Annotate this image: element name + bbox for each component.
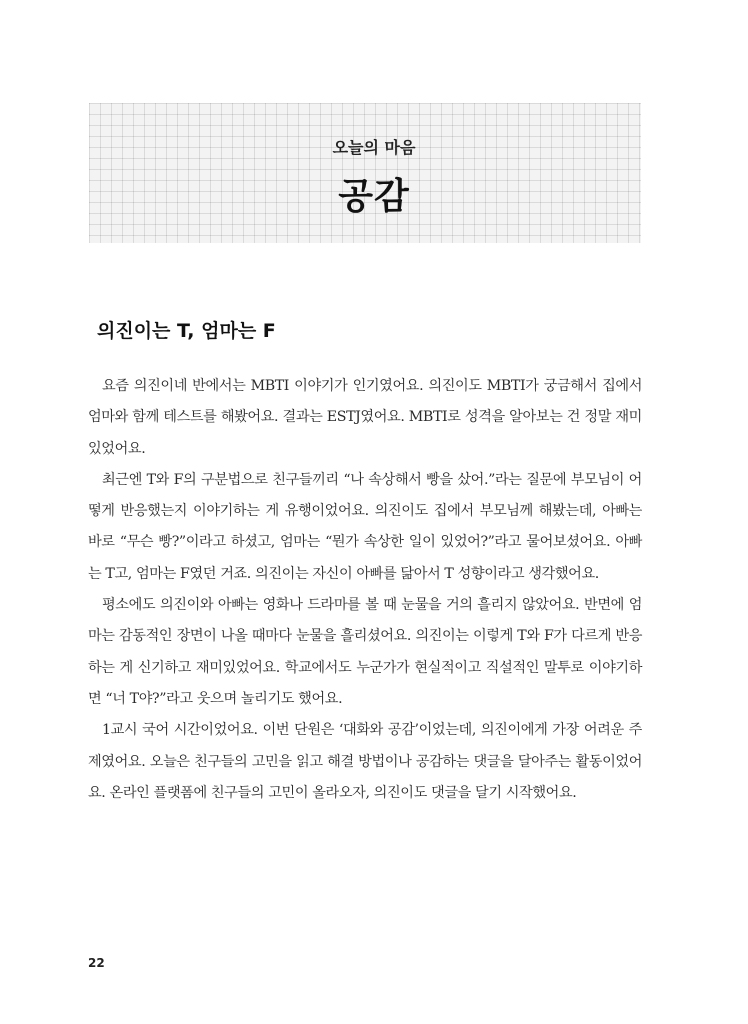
- chapter-kicker: 오늘의 마음: [332, 138, 416, 157]
- paragraph: 최근엔 T와 F의 구분법으로 친구들끼리 “나 속상해서 빵을 샀어.”라는 질문에 부모님이 어떻게 반응했는지 이야기하는 게 유행이었어요. 의진이도 집에서 부모님께 해봤는데, 아빠는 바로 “무슨 빵?”이라고 하셨고, 엄마는 “뭔가 속상한 일이 있었어?”라고 물어보셨어요. 아빠는 T고, 엄마는 F였던 거죠. 의진이는 자신이 아빠를 닮아서 T 성향이라고 생각했어요.: [88, 471, 642, 582]
- body-text: [88, 371, 642, 809]
- chapter-title: 공감: [338, 176, 410, 217]
- page-number: 22: [88, 956, 105, 970]
- paragraph: 요즘 의진이네 반에서는 MBTI 이야기가 인기였어요. 의진이도 MBTI가 궁금해서 집에서 엄마와 함께 테스트를 해봤어요. 결과는 ESTJ였어요. MBTI로 성격을 알아보는 건 정말 재미있었어요.: [88, 378, 642, 457]
- paragraph: 평소에도 의진이와 아빠는 영화나 드라마를 볼 때 눈물을 거의 흘리지 않았어요. 반면에 엄마는 감동적인 장면이 나올 때마다 눈물을 흘리셨어요. 의진이는 이렇게 T와 F가 다르게 반응하는 게 신기하고 재미있었어요. 학교에서도 누군가가 현실적이고 직설적인 말투로 이야기하면 “너 T야?”라고 웃으며 놀리기도 했어요.: [88, 597, 642, 707]
- paragraph: 1교시 국어 시간이었어요. 이번 단원은 ‘대화와 공감’이었는데, 의진이에게 가장 어려운 주제였어요. 오늘은 친구들의 고민을 읽고 해결 방법이나 공감하는 댓글을 달아주는 활동이었어요. 온라인 플랫폼에 친구들의 고민이 올라오자, 의진이도 댓글을 달기 시작했어요.: [88, 722, 642, 801]
- section-heading: 의진이는 T, 엄마는 F: [97, 320, 276, 342]
